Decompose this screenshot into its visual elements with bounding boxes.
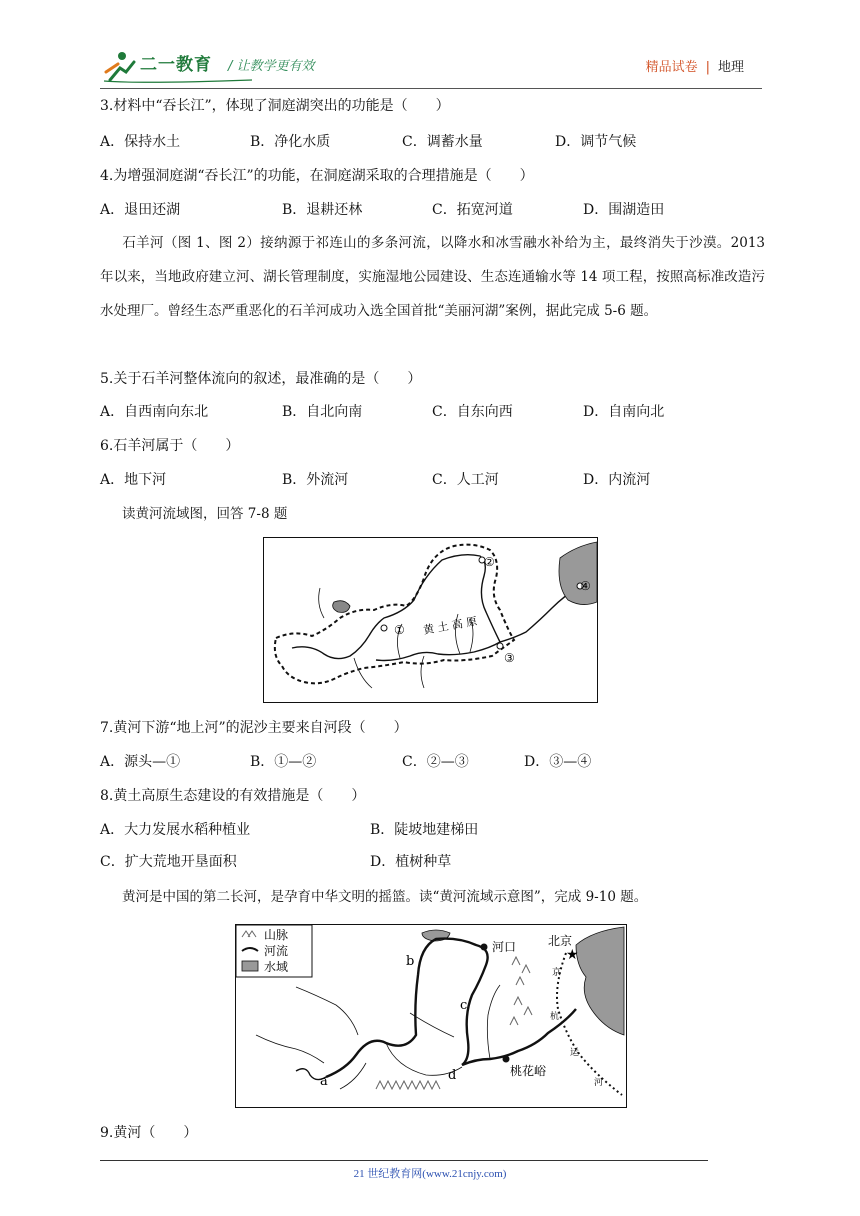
beijing-star-icon: ★ [566,947,579,963]
logo-text: 二一教育 [140,55,212,75]
taohuayu-label: 桃花峪 [510,1064,547,1078]
page-header [100,46,764,88]
footer-divider [100,1160,708,1161]
canal-char-1: 京 [552,968,562,978]
q3-option-c[interactable]: C．调蓄水量 [402,134,483,150]
q8-option-d[interactable]: D．植树种草 [370,854,452,870]
legend-mountain: 山脉 [264,928,289,942]
yellow-river-sketch-svg [236,925,626,1107]
yellow-river-basin-sketch-map [235,924,627,1108]
q6-option-b[interactable]: B．外流河 [282,472,349,488]
question-7-stem: 7.黄河下游“地上河”的泥沙主要来自河段（ ） [100,720,408,736]
header-right [646,56,744,75]
q5-option-a[interactable]: A．自西南向东北 [100,404,209,420]
q5-option-b[interactable]: B．自北向南 [282,404,363,420]
point-1-label: ① [394,623,405,637]
question-4-stem: 4.为增强洞庭湖“吞长江”的功能，在洞庭湖采取的合理措施是（ ） [100,168,534,184]
q7-option-c[interactable]: C．②—③ [402,754,469,770]
legend-river: 河流 [264,944,289,958]
point-4-label: ④ [580,579,591,593]
legend-water: 水域 [264,960,289,974]
passage-text: 石羊河（图 1、图 2）接纳源于祁连山的多条河流，以降水和冰雪融水补给为主，最终消失于沙漠。2013 年以来，当地政府建立河、湖长管理制度，实施湿地公园建设、生态连通输水等 14 项工程，按照高标准改造污水处理厂。曾经生态严重恶化的石羊河成功入选全国首批“美丽河湖”案例，据此完成 5-6 题。 [100,235,765,319]
page-footer[interactable]: 21 世纪教育网(www.21cnjy.com) [353,1168,507,1180]
question-3-stem: 3.材料中“吞长江”，体现了洞庭湖突出的功能是（ ） [100,98,450,114]
intro-9-10: 黄河是中国的第二长河，是孕育中华文明的摇篮。读“黄河流域示意图”，完成 9-10 题。 [122,889,648,905]
hekou-marker [481,944,488,951]
passage-shiyang-river [100,226,765,328]
point-3-label: ③ [504,651,515,665]
paper-tag: 精品试卷 [645,60,698,75]
slogan: / 让教学更有效 [228,59,315,74]
yellow-river-basin-map [263,537,598,703]
q3-option-a[interactable]: A．保持水土 [100,134,181,150]
q8-option-c[interactable]: C．扩大荒地开垦面积 [100,854,237,870]
q8-option-a[interactable]: A．大力发展水稻种植业 [100,822,251,838]
label-b: b [406,954,415,969]
q7-option-b[interactable]: B．①—② [250,754,317,770]
beijing-label: 北京 [548,934,573,948]
q3-option-d[interactable]: D．调节气候 [555,134,637,150]
canal-char-3: 运 [570,1048,580,1058]
question-5-stem: 5.关于石羊河整体流向的叙述，最准确的是（ ） [100,371,422,387]
qinling-mountains-icon [376,1081,440,1089]
loess-plateau-label: 黄 土 高 原 [422,614,479,637]
intro-7-8: 读黄河流域图，回答 7-8 题 [122,506,288,522]
yellow-river-map-svg [264,538,597,702]
header-divider [100,88,762,89]
question-9-stem: 9.黄河（ ） [100,1125,198,1141]
q4-option-a[interactable]: A．退田还湖 [100,202,181,218]
q4-option-d[interactable]: D．围湖造田 [583,202,665,218]
water-legend-icon [242,961,258,971]
q6-option-d[interactable]: D．内流河 [583,472,651,488]
q3-option-b[interactable]: B．净化水质 [250,134,331,150]
q7-option-a[interactable]: A．源头—① [100,754,181,770]
taihang-mountains-icon [510,957,532,1025]
q7-option-d[interactable]: D．③—④ [524,754,592,770]
question-8-stem: 8.黄土高原生态建设的有效措施是（ ） [100,788,366,804]
q5-option-c[interactable]: C．自东向西 [432,404,513,420]
hekou-label: 河口 [492,940,517,954]
label-a: a [320,1074,328,1089]
point-2-label: ② [484,555,495,569]
label-c: c [460,998,468,1013]
label-d: d [448,1068,457,1083]
header-separator: | [705,60,710,75]
question-6-stem: 6.石羊河属于（ ） [100,438,240,454]
q5-option-d[interactable]: D．自南向北 [583,404,665,420]
q8-option-b[interactable]: B．陡坡地建梯田 [370,822,479,838]
q6-option-a[interactable]: A．地下河 [100,472,167,488]
q6-option-c[interactable]: C．人工河 [432,472,499,488]
canal-char-4: 河 [594,1078,604,1088]
q4-option-c[interactable]: C．拓宽河道 [432,202,513,218]
subject-label: 地理 [717,60,744,75]
canal-char-2: 杭 [550,1012,560,1022]
taohuayu-marker [503,1056,510,1063]
q4-option-b[interactable]: B．退耕还林 [282,202,363,218]
